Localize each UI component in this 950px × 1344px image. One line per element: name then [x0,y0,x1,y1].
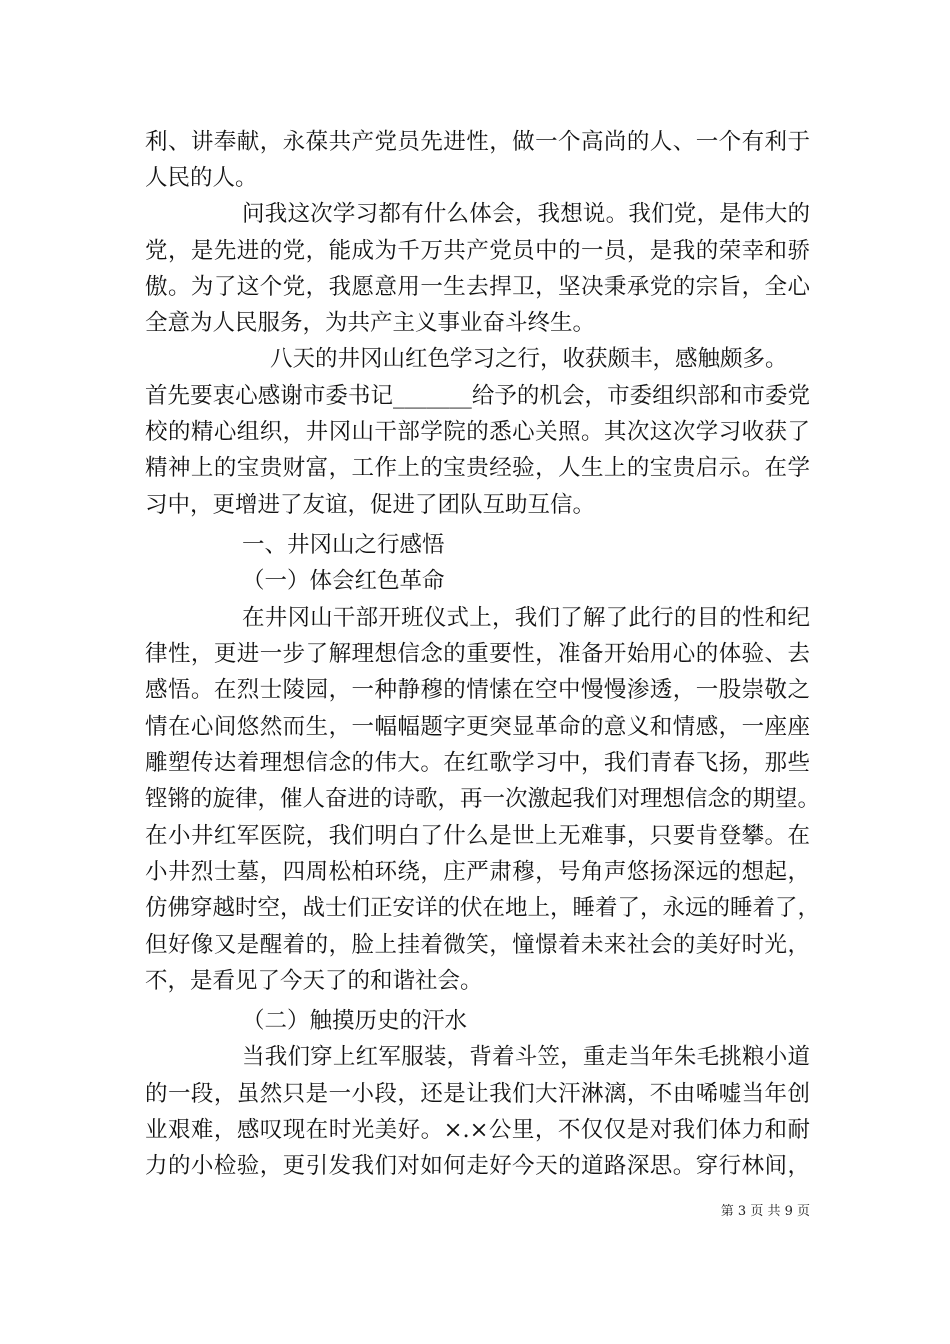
text-line: 但好像又是醒着的，脸上挂着微笑，憧憬着未来社会的美好时光， [145,932,810,958]
text-line: （一）体会红色革命 [242,568,445,594]
text-line: 一、井冈山之行感悟 [242,532,445,558]
text-line: 在小井红军医院，我们明白了什么是世上无难事，只要肯登攀。在 [145,823,810,849]
text-line: 不，是看见了今天了的和谐社会。 [145,968,483,994]
text-line: 全意为人民服务，为共产主义事业奋斗终生。 [145,310,596,336]
text-line: 精神上的宝贵财富，工作上的宝贵经验，人生上的宝贵启示。在学 [145,455,810,481]
text-line: 八天的井冈山红色学习之行，收获颇丰，感触颇多。 [270,346,788,372]
text-line: 党，是先进的党，能成为千万共产党员中的一员，是我的荣幸和骄 [145,238,810,264]
text-line: 小井烈士墓，四周松柏环绕，庄严肃穆，号角声悠扬深远的想起， [145,859,810,885]
page-number-footer: 第 3 页 共 9 页 [720,1204,810,1219]
text-line: （二）触摸历史的汗水 [242,1008,468,1034]
text-line: 傲。为了这个党，我愿意用一生去捍卫，坚决秉承党的宗旨，全心 [145,274,810,300]
text-line: 业艰难，感叹现在时光美好。×.×公里，不仅仅是对我们体力和耐 [145,1117,810,1143]
text-line: 仿佛穿越时空，战士们正安详的伏在地上，睡着了，永远的睡着了， [145,895,821,921]
text-line: 律性，更进一步了解理想信念的重要性，准备开始用心的体验、去 [145,641,810,667]
text-line: 人民的人。 [145,165,258,191]
text-line: 情在心间悠然而生，一幅幅题字更突显革命的意义和情感，一座座 [145,714,810,740]
text-line: 在井冈山干部开班仪式上，我们了解了此行的目的性和纪 [242,605,810,631]
text-line: 利、讲奉献，永葆共产党员先进性，做一个高尚的人、一个有利于 [145,129,810,155]
text-line: 感悟。在烈士陵园，一种静穆的情愫在空中慢慢渗透，一股崇敬之 [145,677,810,703]
text-line: 当我们穿上红军服装，背着斗笠，重走当年朱毛挑粮小道 [242,1044,810,1070]
text-line: 问我这次学习都有什么体会，我想说。我们党，是伟大的 [242,201,810,227]
text-line: 首先要衷心感谢市委书记_______给予的机会，市委组织部和市委党 [145,383,810,409]
text-line: 习中，更增进了友谊，促进了团队互助互信。 [145,492,596,518]
text-line: 雕塑传达着理想信念的伟大。在红歌学习中，我们青春飞扬，那些 [145,750,810,776]
text-line: 校的精心组织，井冈山干部学院的悉心关照。其次这次学习收获了 [145,419,810,445]
text-line: 铿锵的旋律，催人奋进的诗歌，再一次激起我们对理想信念的期望。 [145,786,821,812]
text-line: 力的小检验，更引发我们对如何走好今天的道路深思。穿行林间， [145,1153,810,1179]
text-line: 的一段，虽然只是一小段，还是让我们大汗淋漓，不由唏嘘当年创 [145,1081,810,1107]
